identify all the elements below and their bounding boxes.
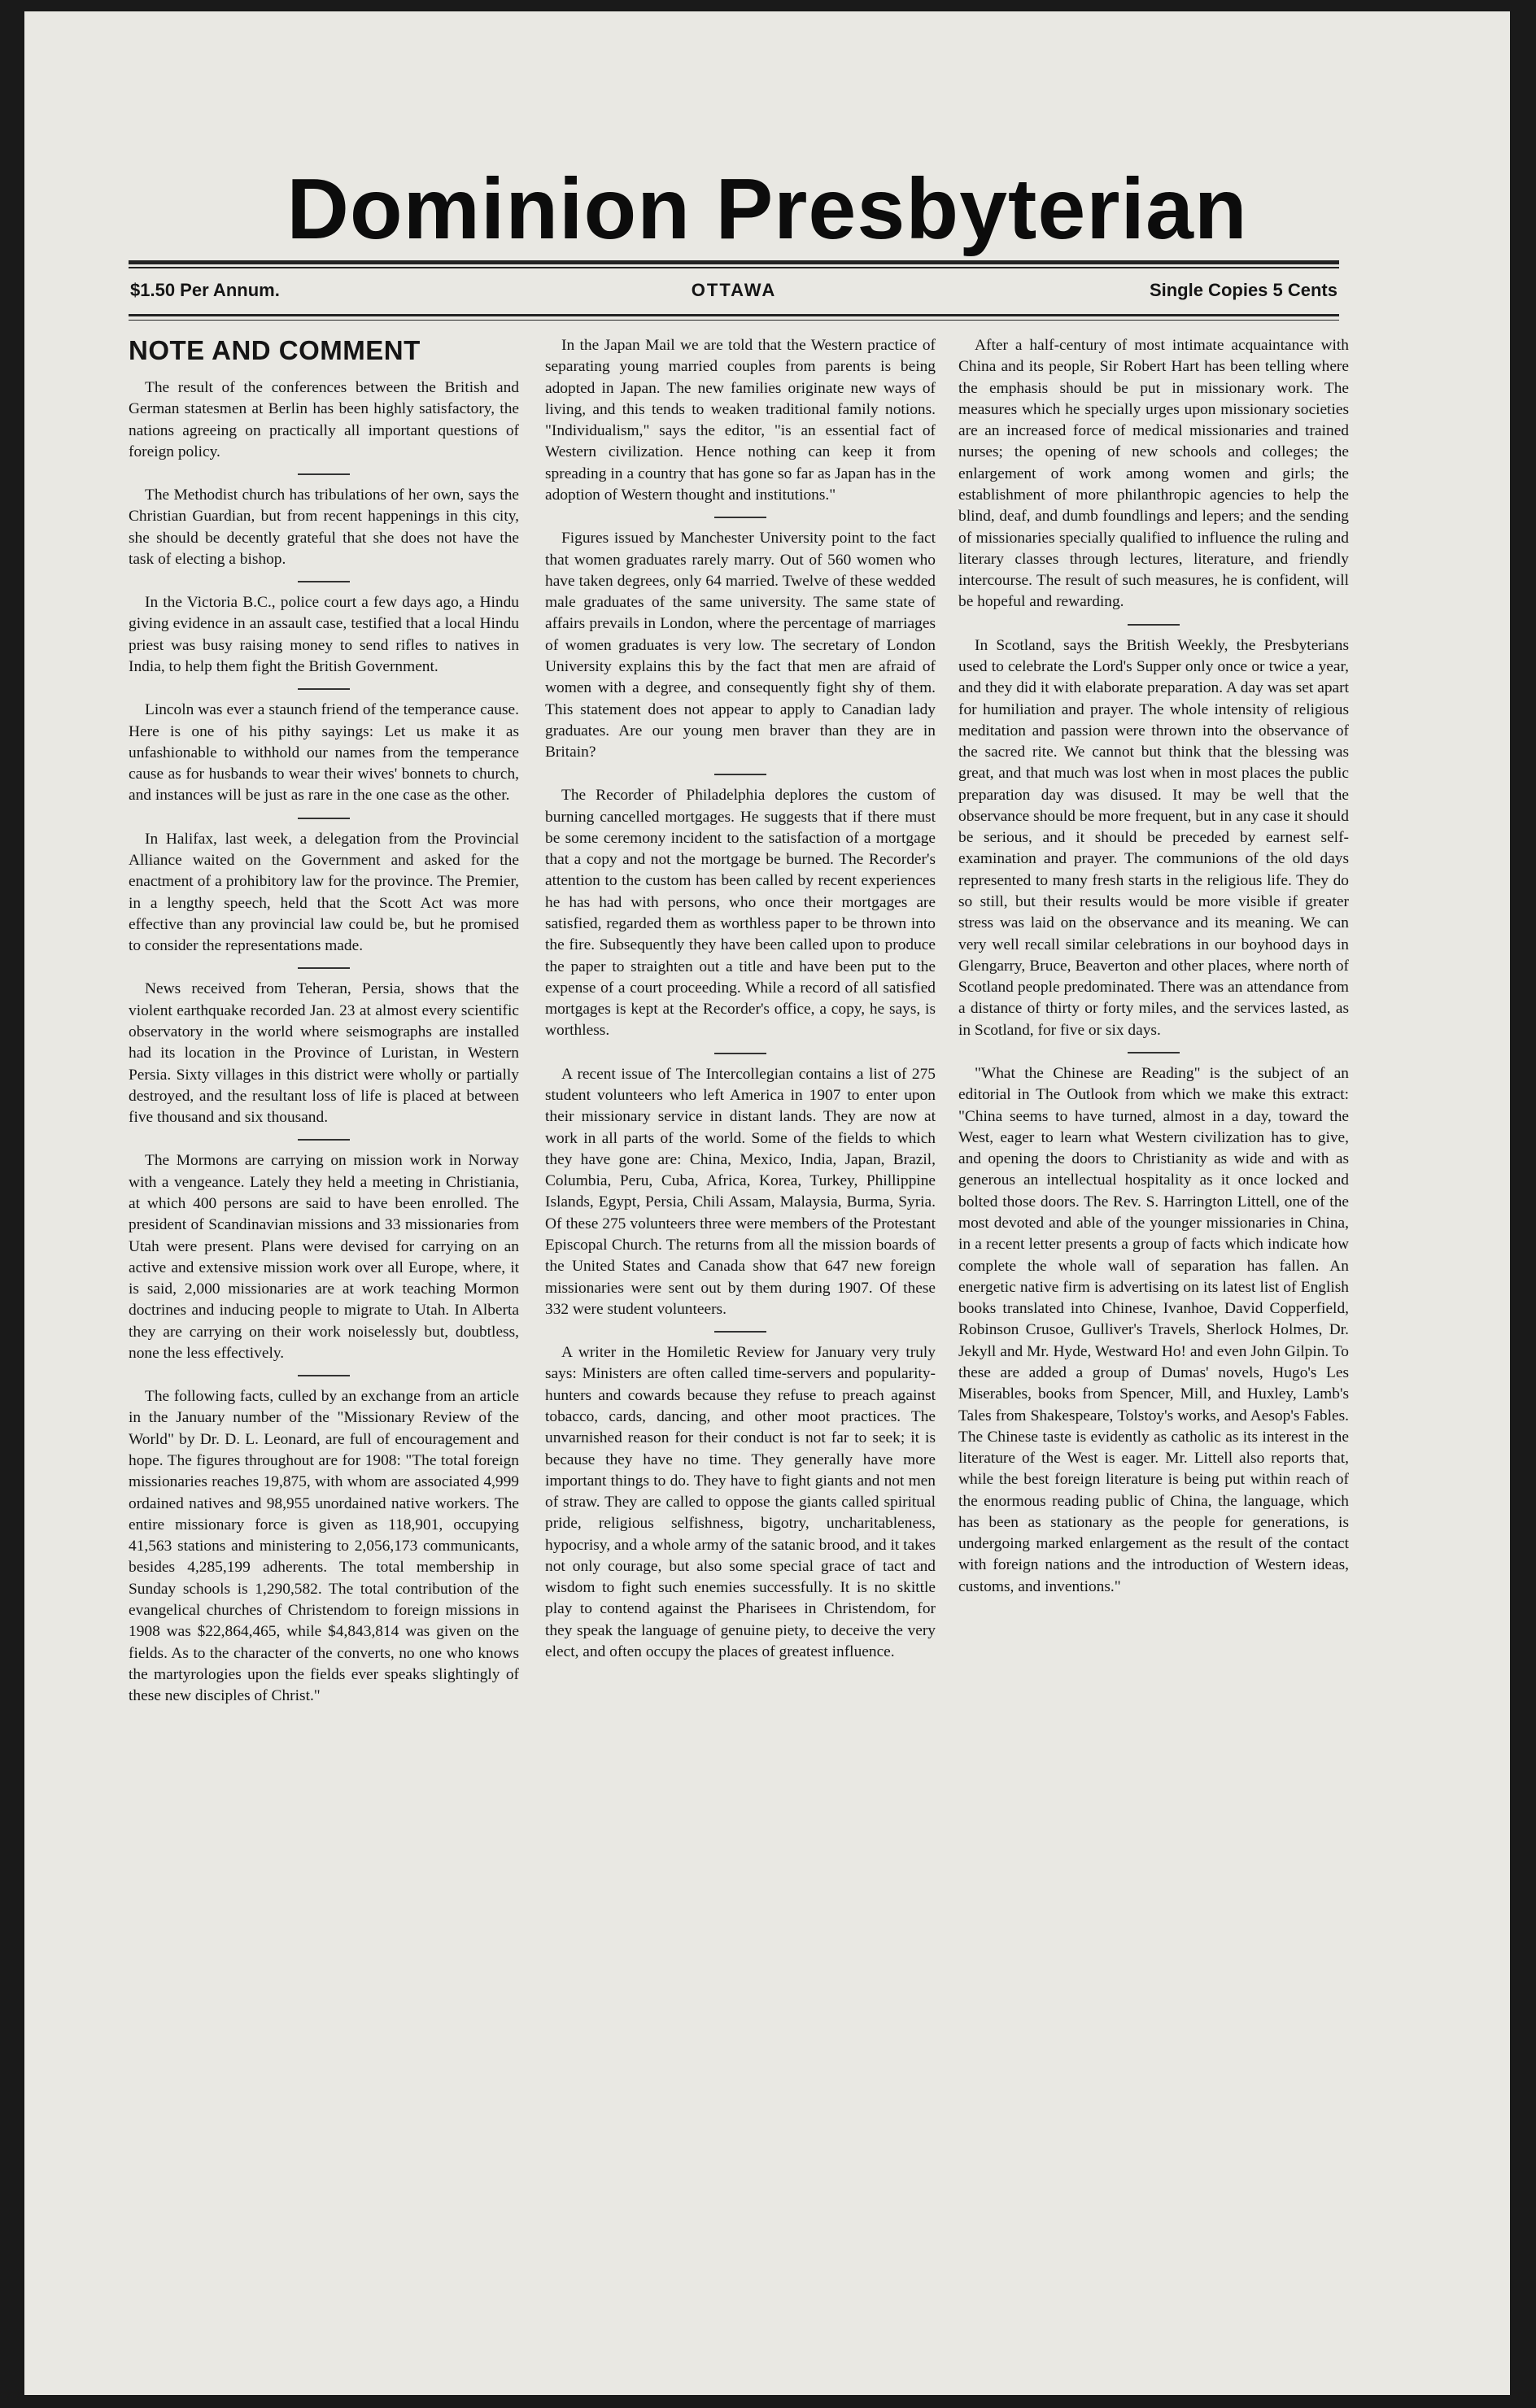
article-paragraph: After a half-century of most intimate acquaintance with China and its people, Sir Robert Hart has been telling where the emphasis should be put in missionary work. The measures which he specially urges upon missionary societies are an increased force of medical missionaries and trained nurses; the opening of new schools and colleges; the enlargement of work among women and girls; the establishment of more philanthropic agencies to help the blind, deaf, and dumb foundlings and lepers; and the sending of missionaries specially qualified to influence the ruling and literary classes through lectures, literature, and friendly intercourse. The result of such measures, he is confident, will be hopeful and rewarding. — [958, 337, 1349, 611]
article-paragraph: "What the Chinese are Reading" is the subject of an editorial in The Outlook from which we make this extract: "China seems to have turned, almost in a day, toward the West, eager to learn what Western civilization has to give, and opening the doors to Christianity as wide and with as generous an intellectual hospitality as it once locked and bolted those doors. The Rev. S. Harrington Littell, one of the most devoted and able of the younger missionaries in China, in a recent letter presents a group of facts which indicate how complete the whole wall of separation has fallen. An energetic native firm is advertising on its latest list of English books translated into Chinese, Ivanhoe, David Copperfield, Robinson Crusoe, Gulliver's Travels, Sherlock Holmes, Dr. Jekyll and Mr. Hyde, Westward Ho! and even John Gilpin. To these are added a group of Dumas' novels, Hugo's Les Miserables, books from Spencer, Mill, and Huxley, Lamb's Tales from Shakespeare, Tolstoy's works, and Aesop's Fables. The Chinese taste is evidently as catholic as its interest in the literature of the West is eager. Mr. Littell also reports that, while the best foreign literature is being put within reach of the enormous reading public of China, the language, which has been as stationary as the people for generations, is undergoing marked enlargement as the result of the contact with foreign nations and the introduction of Western ideas, customs, and inventions." — [958, 1065, 1349, 1595]
article-paragraph: Lincoln was ever a staunch friend of the temperance cause. Here is one of his pithy sayings: Let us make it as unfashionable to withhold our names from the temperance cause as for husbands to wear their wives' bonnets to church, and instances will be just as rare in the one case as the other. — [129, 701, 519, 805]
single-copy-price: Single Copies 5 Cents — [1149, 280, 1337, 300]
article-paragraph: In the Victoria B.C., police court a few days ago, a Hindu giving evidence in an assault case, testified that a local Hindu priest was busy raising money to send rifles to natives in India, to help them fight the British Government. — [129, 594, 519, 676]
article-paragraph: A recent issue of The Intercollegian contains a list of 275 student volunteers who left America in 1907 to enter upon their missionary service in distant lands. They are now at work in all parts of the world. Some of the fields to which they have gone are: China, Mexico, India, Japan, Brazil, Columbia, Peru, Cuba, Africa, Korea, Turkey, Phillippine Islands, Egypt, Persia, Chili Assam, Malaysia, Burma, Syria. Of these 275 volunteers three were members of the Protestant Episcopal Church. The returns from all the mission boards of the United States and Canada show that 647 new foreign missionaries were sent out by them during 1907. Of these 332 were student volunteers. — [545, 1065, 936, 1318]
paragraph-separator — [714, 1331, 766, 1333]
subscription-price: $1.50 Per Annum. — [130, 280, 280, 300]
column-2 — [545, 335, 936, 2255]
article-paragraph: Figures issued by Manchester University point to the fact that women graduates rarely marry. Out of 560 women who have taken degrees, only 64 married. Twelve of these wedded male graduates of the same university. The same state of affairs prevails in London, where the percentage of marriages of women graduates is very low. The secretary of London University explains this by the fact that men are afraid of women with a degree, and consequently fight shy of them. This statement does not appear to apply to Canadian lady graduates. Are our young men braver than they are in Britain? — [545, 530, 936, 761]
paragraph-separator — [298, 1375, 350, 1376]
article-paragraph: News received from Teheran, Persia, shows that the violent earthquake recorded Jan. 23 at almost every scientific observatory in the world where seismographs are installed had its location in the Province of Luristan, in Western Persia. Sixty villages in this district were wholly or partially destroyed, and the resultant loss of life is placed at between five thousand and six thousand. — [129, 980, 519, 1127]
paragraph-separator — [298, 688, 350, 690]
masthead-title: Dominion Presbyterian — [286, 161, 1248, 257]
paragraph-separator — [714, 774, 766, 775]
paragraph-separator — [714, 517, 766, 518]
newspaper-page — [24, 11, 1510, 2395]
publication-city: OTTAWA — [691, 280, 777, 300]
paragraph-separator — [298, 967, 350, 969]
article-paragraph: In Scotland, says the British Weekly, the Presbyterians used to celebrate the Lord's Supper only once or twice a year, and they did it with elaborate preparation. A day was set apart for humiliation and prayer. The whole intensity of religious meditation and passion were thrown into the observance of the sacred rite. We cannot but think that the blessing was great, and that much was lost when in most places the public preparation day was disused. It may be well that the observance should be more frequent, but in any case it should be serious, and it should be preceded by earnest self-examination and prayer. The communions of the old days represented to many fresh starts in the religious life. They do so still, but their results would be more visible if greater stress was laid on the observance and its meaning. We can very well recall similar celebrations in our boyhood days in Glengarry, Bruce, Beaverton and other places, where north of Scotland people predominated. There was an attendance from a distance of thirty or forty miles, and the services lasted, as in Scotland, for five or six days. — [958, 636, 1349, 1039]
dateline-rule — [129, 314, 1339, 316]
paragraph-separator — [1128, 1052, 1180, 1054]
dateline — [130, 280, 1337, 304]
article-paragraph: The Mormons are carrying on mission work in Norway with a vengeance. Lately they held a meeting in Christiania, at which 400 persons are said to have been enrolled. The president of Scandinavian missions and 33 missionaries from Utah were present. Plans were devised for carrying on an active and extensive mission work over all Europe, where, it is said, 2,000 missionaries are at work teaching Mormon doctrines and inducing people to migrate to Utah. In Alberta they are carrying on their work noiselessly but, doubtless, none the less effectively. — [129, 1152, 519, 1362]
article-paragraph: The Methodist church has tribulations of her own, says the Christian Guardian, but from recent happenings in this city, she should be decently grateful that she does not have the task of electing a bishop. — [129, 486, 519, 568]
article-paragraph: In the Japan Mail we are told that the Western practice of separating young married couples from parents is being adopted in Japan. The new families originate new ways of living, and this tends to weaken traditional family notions. "Individualism," says the editor, "is an essential fact of Western civilization. Hence nothing can keep it from spreading in a country that has gone so far as Japan has in the adoption of Western thought and institutions." — [545, 337, 936, 504]
article-paragraph: The result of the conferences between the British and German statesmen at Berlin has been highly satisfactory, the nations agreeing on practically all important questions of foreign policy. — [129, 378, 519, 460]
paragraph-separator — [298, 818, 350, 819]
paragraph-separator — [298, 473, 350, 475]
article-paragraph: In Halifax, last week, a delegation from the Provincial Alliance waited on the Government and asked for the enactment of a prohibitory law for the province. The Premier, in a lengthy speech, held that the Scott Act was more effective than any provincial law could be, but he promised to consider the representations made. — [129, 830, 519, 955]
article-paragraph: A writer in the Homiletic Review for January very truly says: Ministers are often called time-servers and popularity-hunters and cowards because they refuse to preach against tobacco, cards, dancing, and other moot practices. The unvarnished reason for their conduct is not far to seek; it is because they have no time. They generally have more important things to do. They have to fight giants and not men of straw. They are called to oppose the giants called spiritual pride, religious selfishness, bigotry, uncharitableness, hypocrisy, and a whole army of the satanic brood, and it takes not only courage, but also some special grace of tact and wisdom to fight such enemies successfully. It is no skittle play to contend against the Pharisees in Christendom, for they speak the language of genuine piety, to deceive the very elect, and often occupy the places of greatest influence. — [545, 1344, 936, 1661]
article-paragraph: The following facts, culled by an exchange from an article in the January number of the "Missionary Review of the World" by Dr. D. L. Leonard, are full of encouragement and hope. The figures throughout are for 1908: "The total foreign missionaries reaches 19,875, with whom are associated 4,999 ordained natives and 98,955 unordained native workers. The entire missionary force is given as 118,901, occupying 41,563 stations and ministering to 2,056,173 communicants, besides 4,285,199 adherents. The total membership in Sunday schools is 1,290,582. The total contribution of the evangelical churches of Christendom to foreign missions in 1908 was $22,864,465, while $4,843,814 was given on the fields. As to the character of the converts, no one who knows the martyrologies upon the fields ever speaks slightingly of these new disciples of Christ." — [129, 1388, 519, 1705]
article-paragraph: The Recorder of Philadelphia deplores the custom of burning cancelled mortgages. He suggests that if there must be some ceremony incident to the satisfaction of a mortgage that a copy and not the mortgage be burned. The Recorder's attention to the custom has been called by recent experiences he has had with persons, who once their mortgages are satisfied, regarded them as worthless paper to be thrown into the fire. Subsequently they have been called upon to produce the paper to straighten out a title and have been put to the expense of a court proceeding. While a record of all satisfied mortgages is kept at the Recorder's office, a copy, he says, is worthless. — [545, 787, 936, 1040]
paragraph-separator — [298, 581, 350, 582]
masthead-rule-top-thin — [129, 267, 1339, 268]
paragraph-separator — [1128, 624, 1180, 626]
dateline-rule-thin — [129, 320, 1339, 321]
column-3 — [958, 335, 1349, 2255]
column-1 — [129, 335, 519, 2255]
masthead-rule-top — [129, 260, 1339, 264]
paragraph-separator — [714, 1053, 766, 1054]
section-heading: NOTE AND COMMENT — [129, 335, 421, 365]
paragraph-separator — [298, 1139, 350, 1141]
